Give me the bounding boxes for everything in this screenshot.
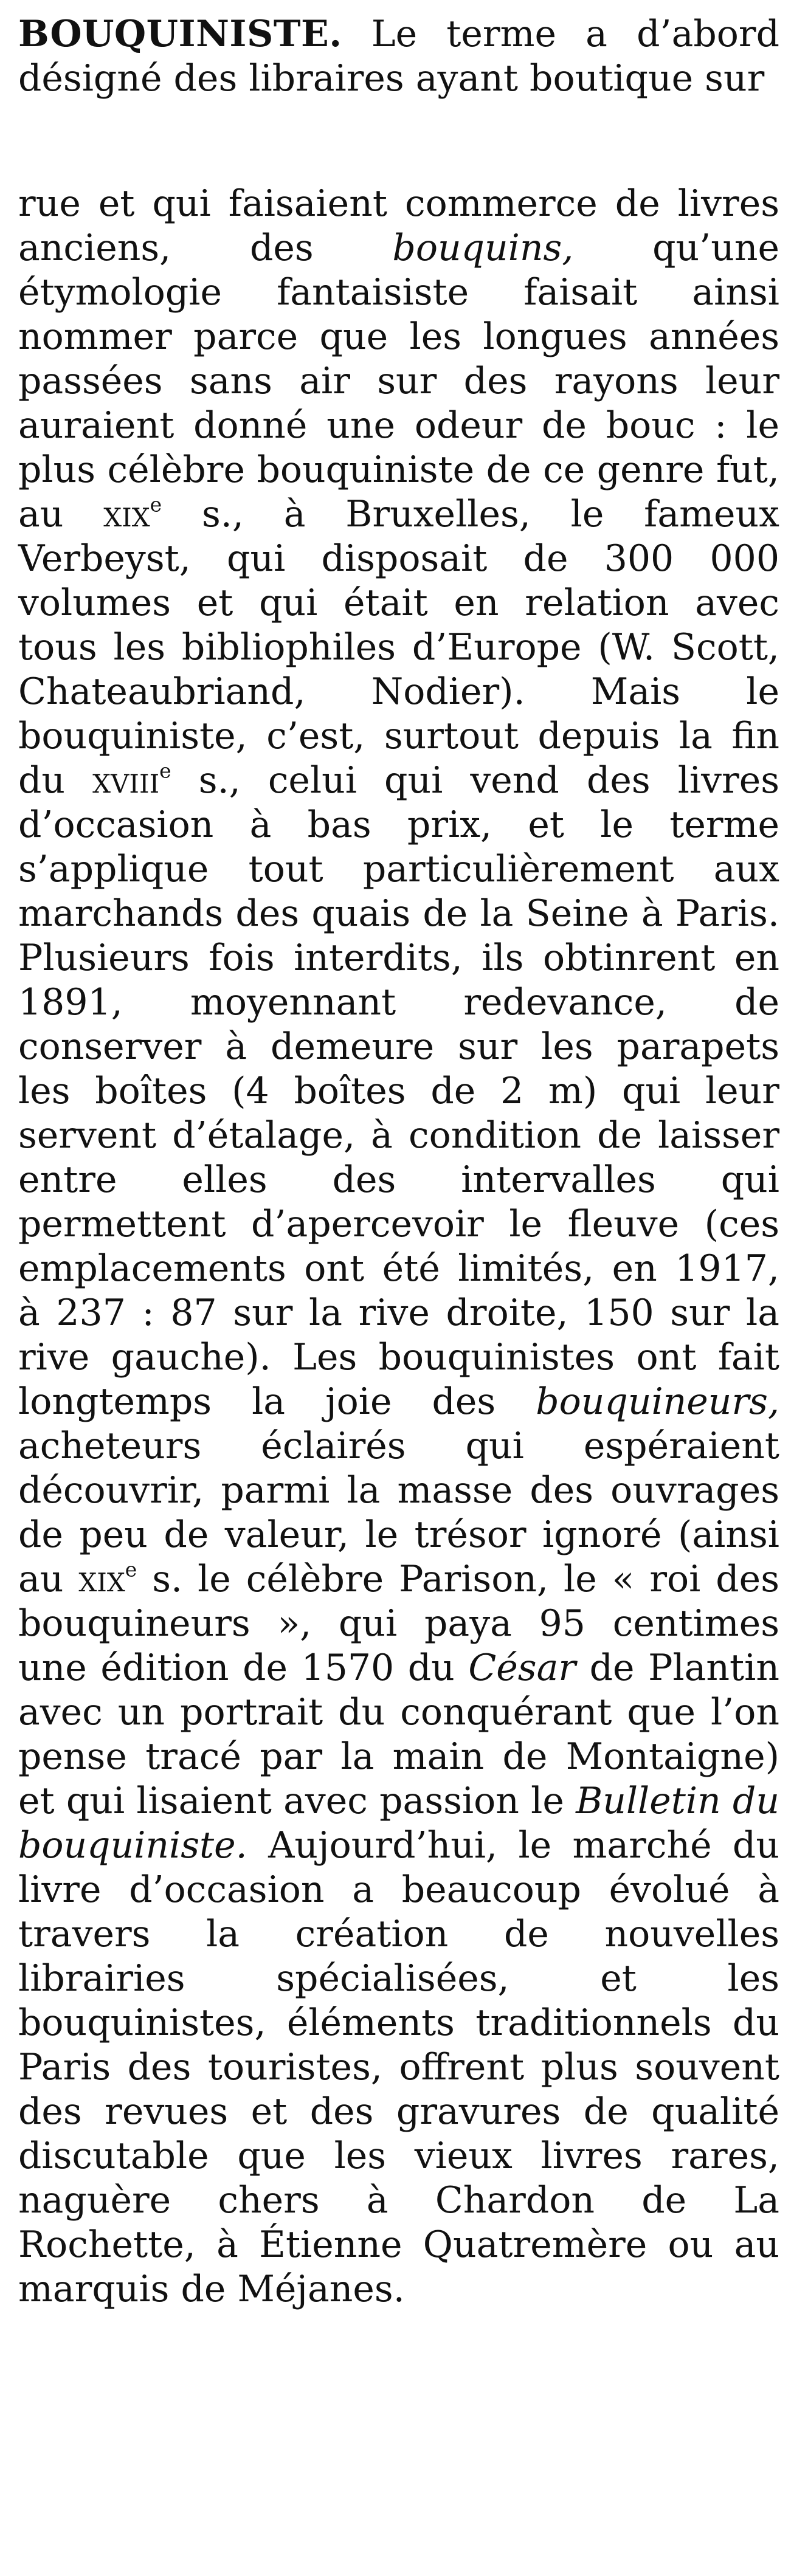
century-numeral: xviii — [92, 759, 160, 802]
ordinal-suffix: e — [125, 1557, 137, 1582]
body-text-run: Aujourd’hui, le marché du livre d’occasion a beaucoup évolué à travers la création de nouvelles librairies spécialisées, et les bouquinistes, éléments traditionnels du Paris des touristes, offrent plus souvent des revues et des gravures de qualité discutable que les vieux livres rares, naguère chers à Chardon de La Rochette, à Étienne Quatremère ou au marquis de Méjanes. — [18, 1824, 779, 2310]
entry-opening-paragraph — [18, 12, 779, 101]
entry-intro-text: Le terme a d’abord désigné des libraires ayant boutique sur — [18, 13, 780, 100]
italic-term: bouquineurs, — [536, 1380, 779, 1423]
ordinal-suffix: e — [150, 492, 162, 517]
italic-term: bouquins, — [392, 227, 574, 269]
italic-term: Bulletin du bouquiniste. — [18, 1780, 779, 1867]
body-text-run: qu’une étymologie fantaisiste faisait ainsi nommer parce que les longues années passées sans air sur des rayons leur auraient donné une odeur de bouc : le plus célèbre bouquiniste de ce genre fut, au — [18, 227, 779, 536]
body-text-run: rue et qui faisaient commerce de livres anciens, des — [18, 182, 779, 269]
body-text-run: acheteurs éclairés qui espéraient découvrir, parmi la masse des ouvrages de peu de valeur, le trésor ignoré (ainsi au — [18, 1425, 779, 1600]
body-text-run: s., celui qui vend des livres d’occasion à bas prix, et le terme s’applique tout particulièrement aux marchands des quais de la Seine à Paris. Plusieurs fois interdits, ils obtinrent en 1891, moyennant redevance, de conserver à demeure sur les parapets les boîtes (4 boîtes de 2 m) qui leur servent d’étalage, à condition de laisser entre elles des intervalles qui permettent d’apercevoir le fleuve (ces emplacements ont été limités, en 1917, à 237 : 87 sur la rive droite, 150 sur la rive gauche). Les bouquinistes ont fait longtemps la joie des — [18, 759, 779, 1423]
century-numeral: xix — [103, 493, 150, 536]
century-numeral: xix — [78, 1558, 125, 1600]
body-text-run: s., à Bruxelles, le fameux Verbeyst, qui disposait de 300 000 volumes et qui était en relation avec tous les bibliophiles d’Europe (W. Scott, Chateaubriand, Nodier). Mais le bouquiniste, c’est, surtout depuis la fin du — [18, 493, 779, 802]
body-text-run: de Plantin avec un portrait du conquérant que l’on pense tracé par la main de Montaigne) et qui lisaient avec passion le — [18, 1647, 779, 1822]
ordinal-suffix: e — [159, 759, 171, 783]
entry-headword: BOUQUINISTE. — [18, 13, 342, 55]
italic-term: César — [468, 1647, 576, 1689]
entry-body-text — [18, 182, 779, 2312]
body-text-run: s. le célèbre Parison, le « roi des bouquineurs », qui paya 95 centimes une édition de 1570 du — [18, 1558, 779, 1689]
